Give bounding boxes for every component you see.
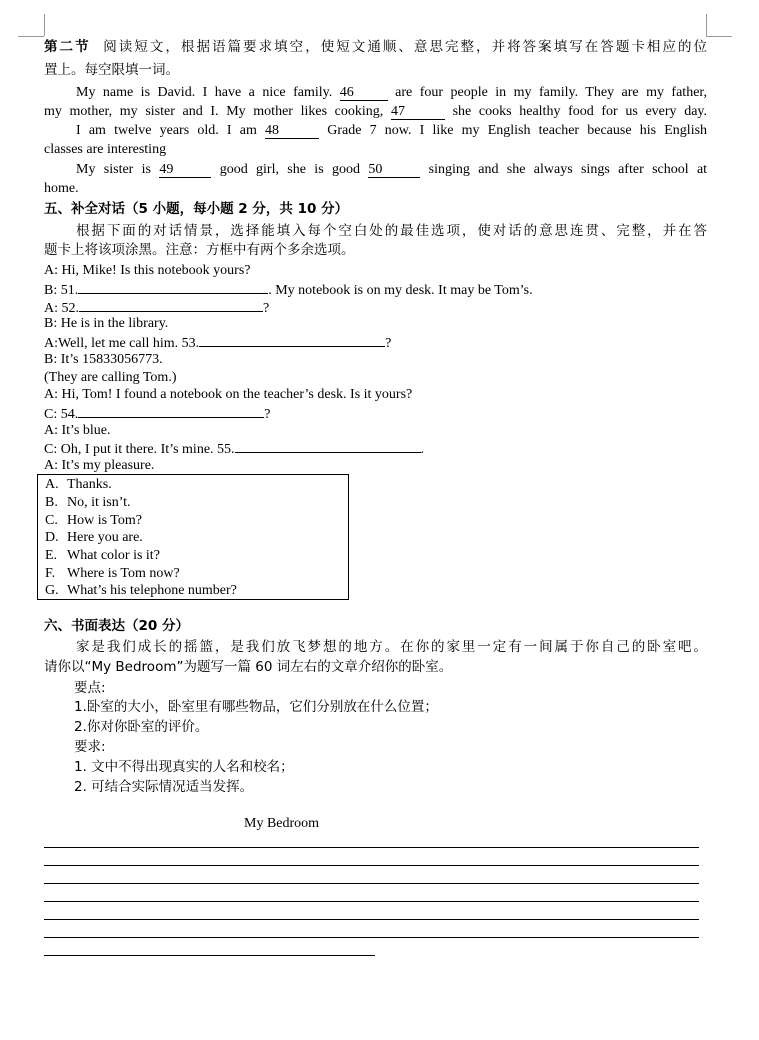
- blank-49: 49: [159, 162, 211, 178]
- blank-47: 47: [391, 104, 445, 120]
- options-box: [37, 474, 349, 600]
- dialogue-line: C: 54. ?: [44, 404, 270, 424]
- dialogue-line: B: 51. . My notebook is on my desk. It may be Tom’s.: [44, 280, 533, 300]
- crop-mark: [44, 14, 45, 36]
- section6-heading: 六、书面表达（20 分）: [44, 618, 189, 634]
- dialogue-line: A: Hi, Tom! I found a notebook on the teacher’s desk. Is it yours?: [44, 387, 413, 402]
- answer-blank-54: [78, 404, 264, 418]
- passage-line: My name is David. I have a nice family. 46 are four people in my family. They are my father,: [76, 85, 708, 100]
- section2-instruction-line2: 置上。每空限填一词。: [44, 62, 179, 78]
- writing-line[interactable]: [44, 865, 699, 866]
- points-label: 要点:: [74, 680, 106, 696]
- dialogue-line: A: It’s blue.: [44, 423, 111, 438]
- writing-line[interactable]: [44, 847, 699, 848]
- dialogue-line: A:Well, let me call him. 53. ?: [44, 333, 391, 353]
- blank-50: 50: [368, 162, 420, 178]
- point-1: 1.卧室的大小，卧室里有哪些物品，它们分别放在什么位置；: [74, 699, 438, 715]
- dialogue-line: A: Hi, Mike! Is this notebook yours?: [44, 263, 251, 278]
- section6-intro-line1: 家是我们成长的摇篮，是我们放飞梦想的地方。在你的家里一定有一间属于你自己的卧室吧。: [76, 639, 707, 655]
- answer-blank-55: [235, 439, 421, 453]
- section6-intro-line2: 请你以“My Bedroom”为题写一篇 60 词左右的文章介绍你的卧室。: [44, 659, 453, 675]
- writing-line[interactable]: [44, 901, 699, 902]
- requirements-label: 要求:: [74, 739, 106, 755]
- requirement-2: 2. 可结合实际情况适当发挥。: [74, 779, 254, 795]
- passage-line: my mother, my sister and I. My mother likes cooking, 47 she cooks healthy food for us every day.: [44, 104, 708, 119]
- writing-line[interactable]: [44, 955, 375, 956]
- option-e: E. What color is it?: [45, 548, 160, 563]
- dialogue-line: C: Oh, I put it there. It’s mine. 55. .: [44, 439, 424, 459]
- writing-line[interactable]: [44, 937, 699, 938]
- point-2: 2.你对你卧室的评价。: [74, 719, 209, 735]
- writing-line[interactable]: [44, 883, 699, 884]
- dialogue-line: (They are calling Tom.): [44, 370, 177, 385]
- passage-line: My sister is 49 good girl, she is good 50 singing and she always sings after school at: [76, 162, 708, 177]
- option-a: A. Thanks.: [45, 477, 112, 492]
- essay-title: My Bedroom: [244, 816, 320, 831]
- option-g: G. What’s his telephone number?: [45, 583, 237, 598]
- crop-mark: [706, 14, 707, 36]
- dialogue-line: B: It’s 15833056773.: [44, 352, 163, 367]
- dialogue-line: B: He is in the library.: [44, 316, 169, 331]
- crop-mark: [18, 36, 44, 37]
- dialogue-line: A: 52. ?: [44, 298, 269, 318]
- option-f: F. Where is Tom now?: [45, 566, 180, 581]
- option-d: D. Here you are.: [45, 530, 143, 545]
- section2-label: 第二节: [44, 39, 91, 55]
- dialogue-line: A: It’s my pleasure.: [44, 458, 155, 473]
- passage-line: home.: [44, 181, 79, 196]
- option-b: B. No, it isn’t.: [45, 495, 131, 510]
- answer-blank-51: [78, 280, 268, 294]
- blank-46: 46: [340, 85, 388, 101]
- section2-instruction-line1: 第二节 阅读短文，根据语篇要求填空，使短文通顺、意思完整，并将答案填写在答题卡相应的位: [44, 39, 708, 55]
- passage-line: classes are interesting: [44, 142, 167, 157]
- passage-line: I am twelve years old. I am 48 Grade 7 now. I like my English teacher because his English: [76, 123, 708, 138]
- crop-mark: [706, 36, 732, 37]
- answer-blank-53: [199, 333, 385, 347]
- section5-instruction-line2: 题卡上将该项涂黑。注意：方框中有两个多余选项。: [44, 242, 355, 258]
- answer-blank-52: [79, 298, 263, 312]
- blank-48: 48: [265, 123, 319, 139]
- section5-heading: 五、补全对话（5 小题，每小题 2 分，共 10 分）: [44, 201, 349, 217]
- requirement-1: 1. 文中不得出现真实的人名和校名；: [74, 759, 294, 775]
- section5-instruction-line1: 根据下面的对话情景，选择能填入每个空白处的最佳选项，使对话的意思连贯、完整，并在答: [76, 223, 707, 239]
- option-c: C. How is Tom?: [45, 513, 142, 528]
- writing-line[interactable]: [44, 919, 699, 920]
